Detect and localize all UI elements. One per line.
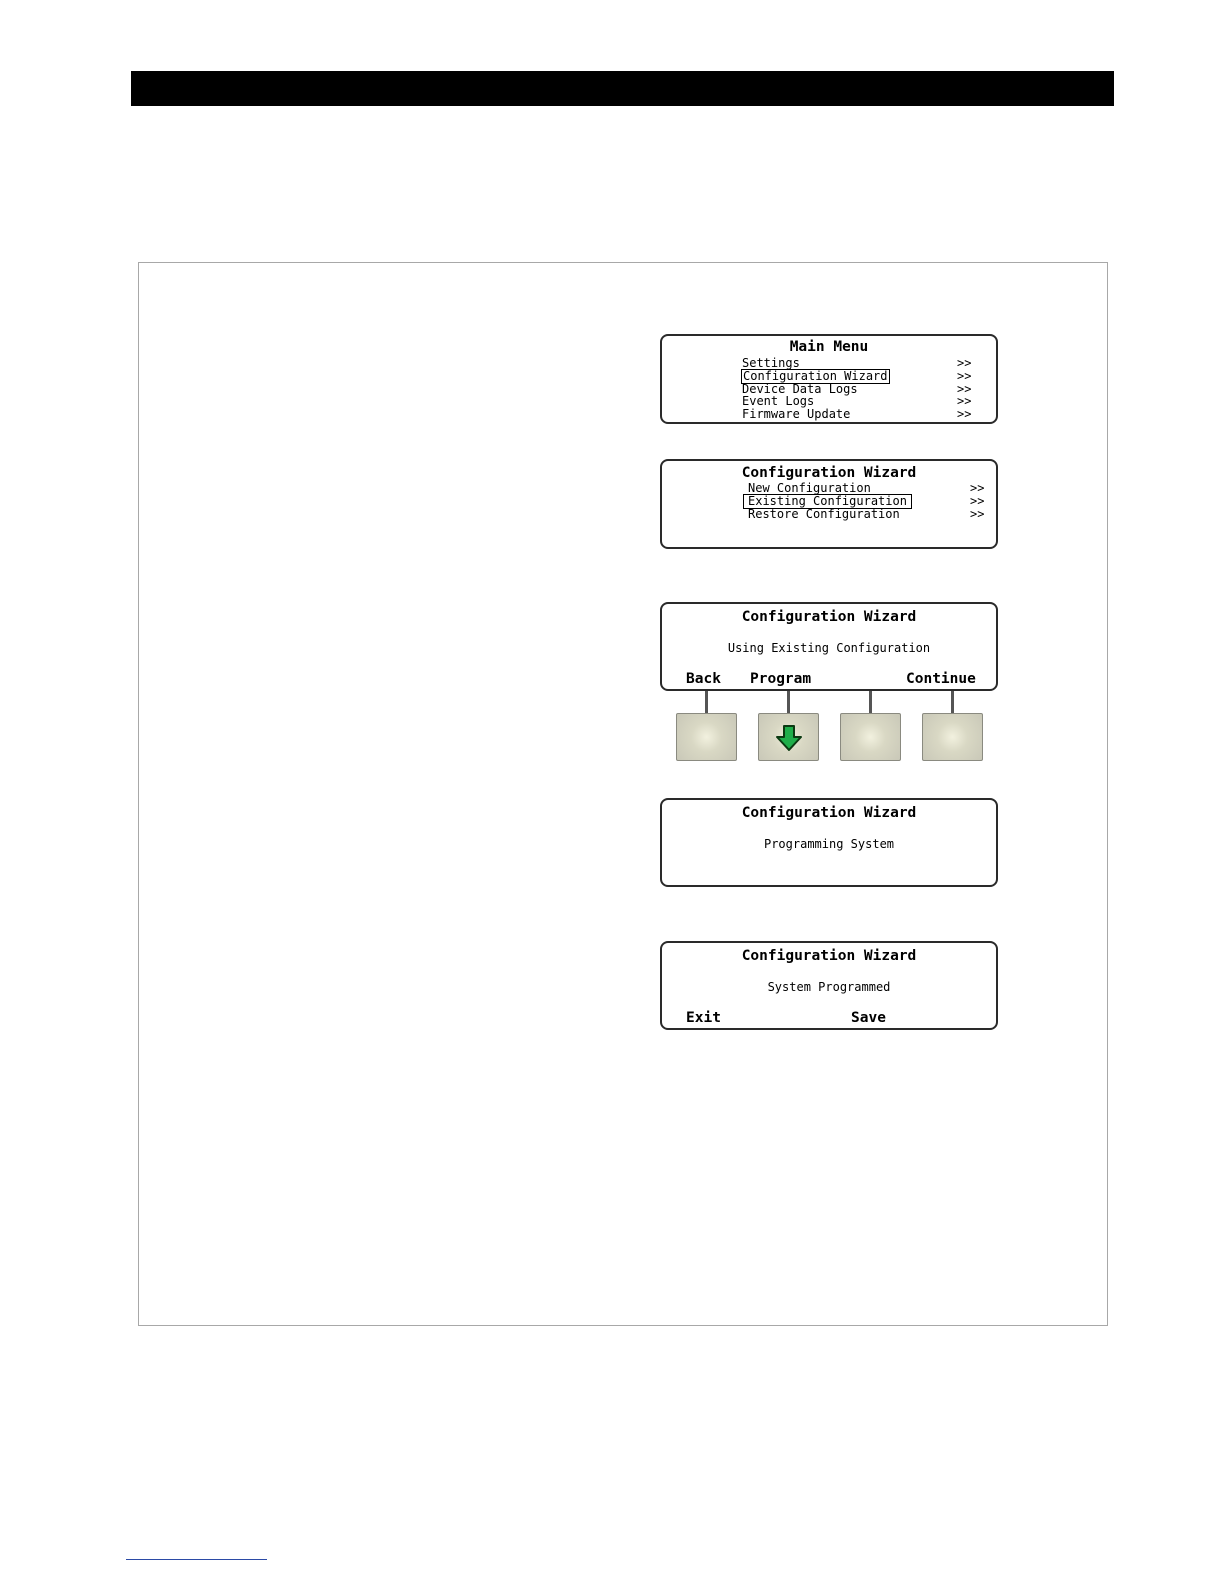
menu-item-firmware-update[interactable]: Firmware Update [742, 407, 851, 421]
menu-item-restore-configuration[interactable]: Restore Configuration [748, 507, 900, 521]
keypad-button-2-pressed[interactable] [758, 713, 819, 761]
menu-item-existing-configuration[interactable]: Existing Configuration [744, 495, 911, 508]
lcd-wizard-menu [660, 459, 998, 549]
button-stem [869, 691, 872, 713]
keypad-button-4[interactable] [922, 713, 983, 761]
softkey-save: Save [851, 1010, 886, 1026]
softkey-exit: Exit [686, 1010, 721, 1026]
keypad-button-1[interactable] [676, 713, 737, 761]
softkey-program: Program [750, 671, 812, 687]
button-stem [951, 691, 954, 713]
lcd-title: Configuration Wizard [741, 465, 917, 481]
menu-item-arrow: >> [957, 382, 972, 396]
menu-item-arrow: >> [957, 407, 972, 421]
lcd-title: Configuration Wizard [741, 805, 917, 821]
menu-item-arrow: >> [957, 369, 972, 383]
lcd-main-menu [660, 334, 998, 424]
softkey-back: Back [686, 671, 721, 687]
lcd-using-existing [660, 602, 998, 691]
keypad-button-3[interactable] [840, 713, 901, 761]
lcd-title: Configuration Wizard [741, 609, 917, 625]
button-stem [787, 691, 790, 713]
softkey-continue: Continue [906, 671, 976, 687]
down-arrow-icon [775, 724, 803, 752]
menu-item-device-data-logs[interactable]: Device Data Logs [742, 382, 858, 396]
lcd-title: Configuration Wizard [741, 948, 917, 964]
menu-item-settings[interactable]: Settings [742, 356, 800, 370]
lcd-message: Programming System [763, 837, 895, 851]
lcd-programmed [660, 941, 998, 1030]
menu-item-event-logs[interactable]: Event Logs [742, 394, 815, 408]
button-stem [705, 691, 708, 713]
menu-item-new-configuration[interactable]: New Configuration [748, 481, 871, 495]
menu-item-arrow: >> [957, 356, 972, 370]
lcd-message: System Programmed [767, 980, 891, 994]
menu-item-arrow: >> [970, 494, 985, 508]
lcd-programming [660, 798, 998, 887]
menu-item-arrow: >> [957, 394, 972, 408]
header-bar [131, 71, 1114, 106]
lcd-message: Using Existing Configuration [727, 641, 931, 655]
lcd-title: Main Menu [789, 339, 869, 355]
menu-item-arrow: >> [970, 507, 985, 521]
menu-item-configuration-wizard[interactable]: Configuration Wizard [743, 369, 888, 383]
footnote-rule [126, 1559, 267, 1560]
menu-item-arrow: >> [970, 481, 985, 495]
